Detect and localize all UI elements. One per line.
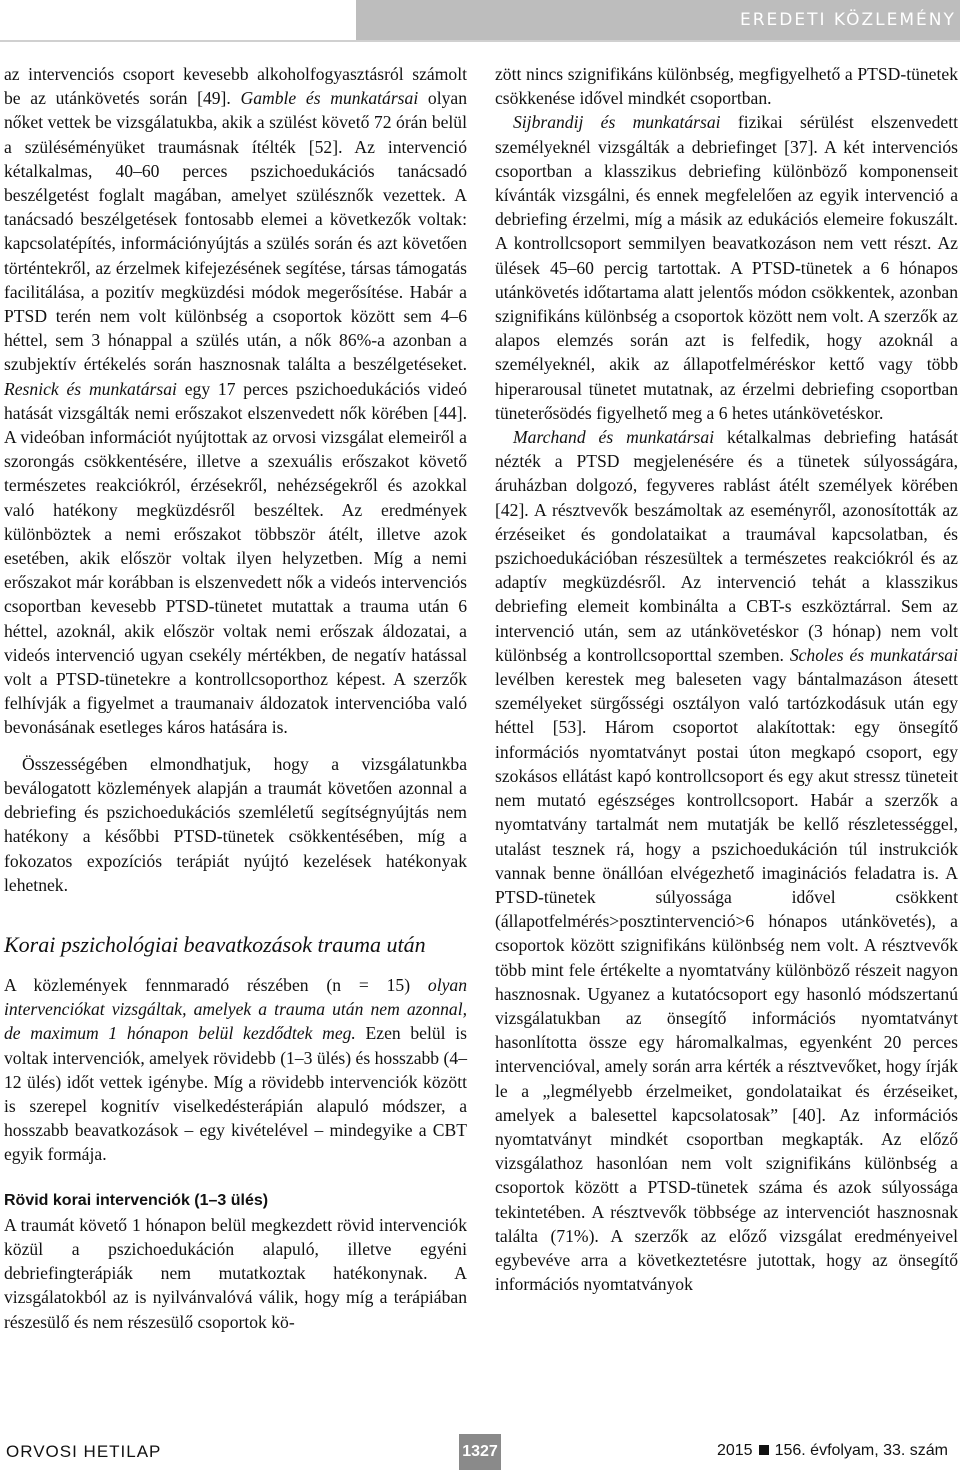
text-run: egy 17 perces pszichoedukációs videó hatását vizsgálták nemi erőszakot elszenvedett nők körében [44]. A videóban információt nyújtottak az orvosi vizsgálat elemeiről a szorongás csökkentésére, illetve a szexuális erőszakot követő természetes reakciókról, érzésekről, nehézségekről és azokkal való hatékony megküzdésről beszéltek. Az eredmények különböztek a nemi erőszakot többször átélt, illetve azok esetében, akik először voltak ilyen helyzetben. Míg a nemi erőszakot már korábban is elszenvedett nők a videós intervenciós csoportban kevesebb PTSD-tünetet mutattak a trauma után 6 héttel, azoknál, akik először voltak nemi erőszak áldozatai, a videós intervenció ugyan csekély mértékben, de negatív hatással volt a PTSD-tünetekre a kontrollcsoporthoz képest. A szerzők felhívják a figyelmet a traumanaiv áldozatok intervencióba való bevonásának esetleges káros hatására is.	[4, 378, 467, 738]
text-run: levélben kerestek meg baleseten vagy bántalmazáson átesett személyeket sürgősségi osztályon való tartózkodásuk után egy héttel [53]. Három csoportot alakítottak: egy önsegítő információs nyomtatványt postai úton megkapó csoport, egy szokásos ellátást kapó kontrollcsoport és egy akut stressz tüneteit nem mutató egészséges kontrollcsoport. Habár a szerzők a nyomtatvány tartalmát nem mutatják be kellő részletességgel, utalást tesznek rá, hogy a pszichoedukáción túl instrukciók vannak benne önállóan elvégezhető imaginációs feladatra is. A PTSD-tünetek súlyossága idővel csökkent (állapotfelmérés>posztintervenció>6 hónapos utánkövetés), a csoportok között szignifikáns különbség nem volt. A résztvevők több mint fele értékelte a nyomtatvány különböző részeit nagyon hasznosnak. Ugyanez a kutatócsoport egy hasonló módszertanú vizsgálatukban az önsegítő információs nyomtatványt hasonlította össze egy háromalkalmas, egyenként 20 perces intervencióval, amely során arra kérték a résztvevőket, hogy írják le a „legmélyebb érzelmeiket, gondolataikat és érzéseiket, amelyek a balesettel kapcsolatosak” [40]. Az információs nyomtatványt mindkét csoportban megkapták. Az előző vizsgálathoz hasonlóan nem volt szignifikáns különbség a csoportok között a PTSD-tünetek száma és azok súlyossága tekintetében. A résztvevők többsége az intervenciót hasznosnak találta (71%). A szerzők az előző vizsgálat eredményeivel egybevéve arra a következtetésre jutottak, hogy az önsegítő információs nyomtatványok	[495, 669, 958, 1295]
section-label: EREDETI KÖZLEMÉNY	[740, 10, 956, 30]
section-title: Korai pszichológiai beavatkozások trauma után	[4, 931, 426, 957]
page-footer	[0, 1432, 960, 1470]
text-run: fizikai sérülést elszenvedett személyeknél vizsgálták a debriefinget [37]. A két intervenciós csoportban a klasszikus debriefing különböző komponenseit kívánták vizsgálni, és ennek megfelelően az egyik intervenció a debriefing érzelmi, míg a másik az edukációs elemeire fokuszált. A kontrollcsoport semmilyen beavatkozáson nem vett részt. Az ülések 45–60 percig tartottak. A PTSD-tünetek a 6 hónapos utánkövetés időtartama alatt jelentős módon csökkentek, azonban szignifikáns különbség a csoportok között nem volt. A szerzők az alapos elemzés során azt is felfedik, hogy azoknál a személyeknél, akik az állapotfelméréskor kettő vagy több hiperarousal tünetet mutatnak, az érzelmi debriefing csoportban tüneterősödés figyelhető meg a 6 hetes utánkövetéskor.	[495, 112, 959, 423]
right-paragraph-2	[495, 110, 958, 425]
issue-info	[717, 1442, 948, 1460]
italic-run: Scholes és munkatársai	[789, 644, 958, 665]
text-run: kétalkalmas debriefing hatását nézték a PTSD megjelenésére és a tünetek súlyosságára, áruházban dolgozó, fegyveres rablást átélt személyek körében [42]. A résztvevők beszámoltak az eseményről, azonosították az érzéseiket és gondolataikat a traumával kapcsolatban, és pszichoedukációban részesültek a természetes reakciókról és az adaptív megküzdésről. Az intervenció tehát a klasszikus debriefing elemeit kombinálta a CBT-s eszköztárral. Sem az intervenció után, sem az utánkövetéskor (3 hónap) nem volt különbség a kontrollcsoporttal szemben.	[495, 427, 958, 665]
subsection-title: Rövid korai intervenciók (1–3 ülés)	[4, 1191, 269, 1209]
right-paragraph-3	[495, 425, 958, 1296]
section-banner	[356, 0, 960, 40]
left-paragraph-2: Összességében elmondhatjuk, hogy a vizsgálatunkba beválogatott közlemények alapján a traumát követően azonnal a debriefing és pszichoedukációs szemléletű segítségnyújtás nem hatékony a későbbi PTSD-tünetek csökkentésében, míg a fokozatos expozíciós terápiát nyújtó kezelések hatékonyak lehetnek.	[4, 753, 467, 895]
page-header	[0, 0, 960, 40]
text-run: olyan nőket vettek be vizsgálatukba, akik a szülést követő 72 órán belül a szüléséményüket traumásnak ítélték [52]. Az intervenció kétalkalmas, 40–60 perces pszichoedukációs tanácsadó beszélgetést foglalt magában, amelyet szülésznők vezettek. A tanácsadó beszélgetések fontosabb elemei a következők voltak: kapcsolatépítés, információnyújtás a szülés során és azt követően történtekről, az érzelmek kifejezésének segítése, társas támogatás facilitálása, a pozitív megküzdési módok megerősítése. Habár a PTSD terén nem volt különbség a csoportok között sem 4–6 héttel, sem 3 hónappal a szülés után, a nők 86%-a azonban a szubjektív értékelés során hasznosnak találta a beszélgetéseket.	[4, 88, 467, 375]
right-column	[495, 62, 958, 1296]
italic-run: Gamble és munkatársai	[240, 88, 419, 109]
header-divider	[0, 40, 960, 42]
left-paragraph-4: A traumát követő 1 hónapon belül megkezdett rövid intervenciók közül a pszichoedukáción alapuló, illetve egyéni debriefingterápiák nem mutatkoztak hatékonynak. A vizsgálatokból az is nyilvánvalóvá válik, hogy míg a terápiában részesülő és nem részesülő csoportok kö-	[4, 1214, 467, 1332]
italic-run: Marchand és munkatársai	[513, 427, 715, 448]
left-paragraph-1	[4, 62, 467, 740]
italic-run: Sijbrandij és munkatársai	[513, 112, 721, 133]
text-run: A közlemények fennmaradó részében (n = 15)	[4, 974, 428, 995]
italic-run: olyan intervenciókat vizsgáltak, amelyek a trauma után nem azonnal, de maximum 1 hónapon belül kezdődtek meg.	[4, 974, 467, 1044]
separator-square-icon	[759, 1445, 769, 1455]
issue-year: 2015	[716, 1442, 753, 1459]
left-column	[4, 62, 467, 1334]
text-run: Ezen belül is voltak intervenciók, amelyek rövidebb (1–3 ülés) és hosszabb (4–12 ülés) időt vettek igénybe. Míg a rövidebb intervenciók között is szerepel kognitív viselkedésterápián alapuló módszer, a hosszabb beavatkozások – egy kivételével – mindegyike a CBT egyik formája.	[4, 1023, 467, 1165]
issue-volume: 156. évfolyam, 33. szám	[774, 1442, 948, 1459]
left-paragraph-3	[4, 973, 467, 1167]
text-run: az intervenciós csoport kevesebb alkoholfogyasztásról számolt be az utánkövetés során [49].	[4, 64, 467, 109]
page-number: 1327	[459, 1434, 501, 1470]
italic-run: Resnick és munkatársai	[4, 378, 177, 399]
journal-name: ORVOSI HETILAP	[6, 1442, 162, 1461]
right-paragraph-1: zött nincs szignifikáns különbség, megfigyelhető a PTSD-tünetek csökkenése idővel mindkét csoportban.	[495, 64, 958, 109]
